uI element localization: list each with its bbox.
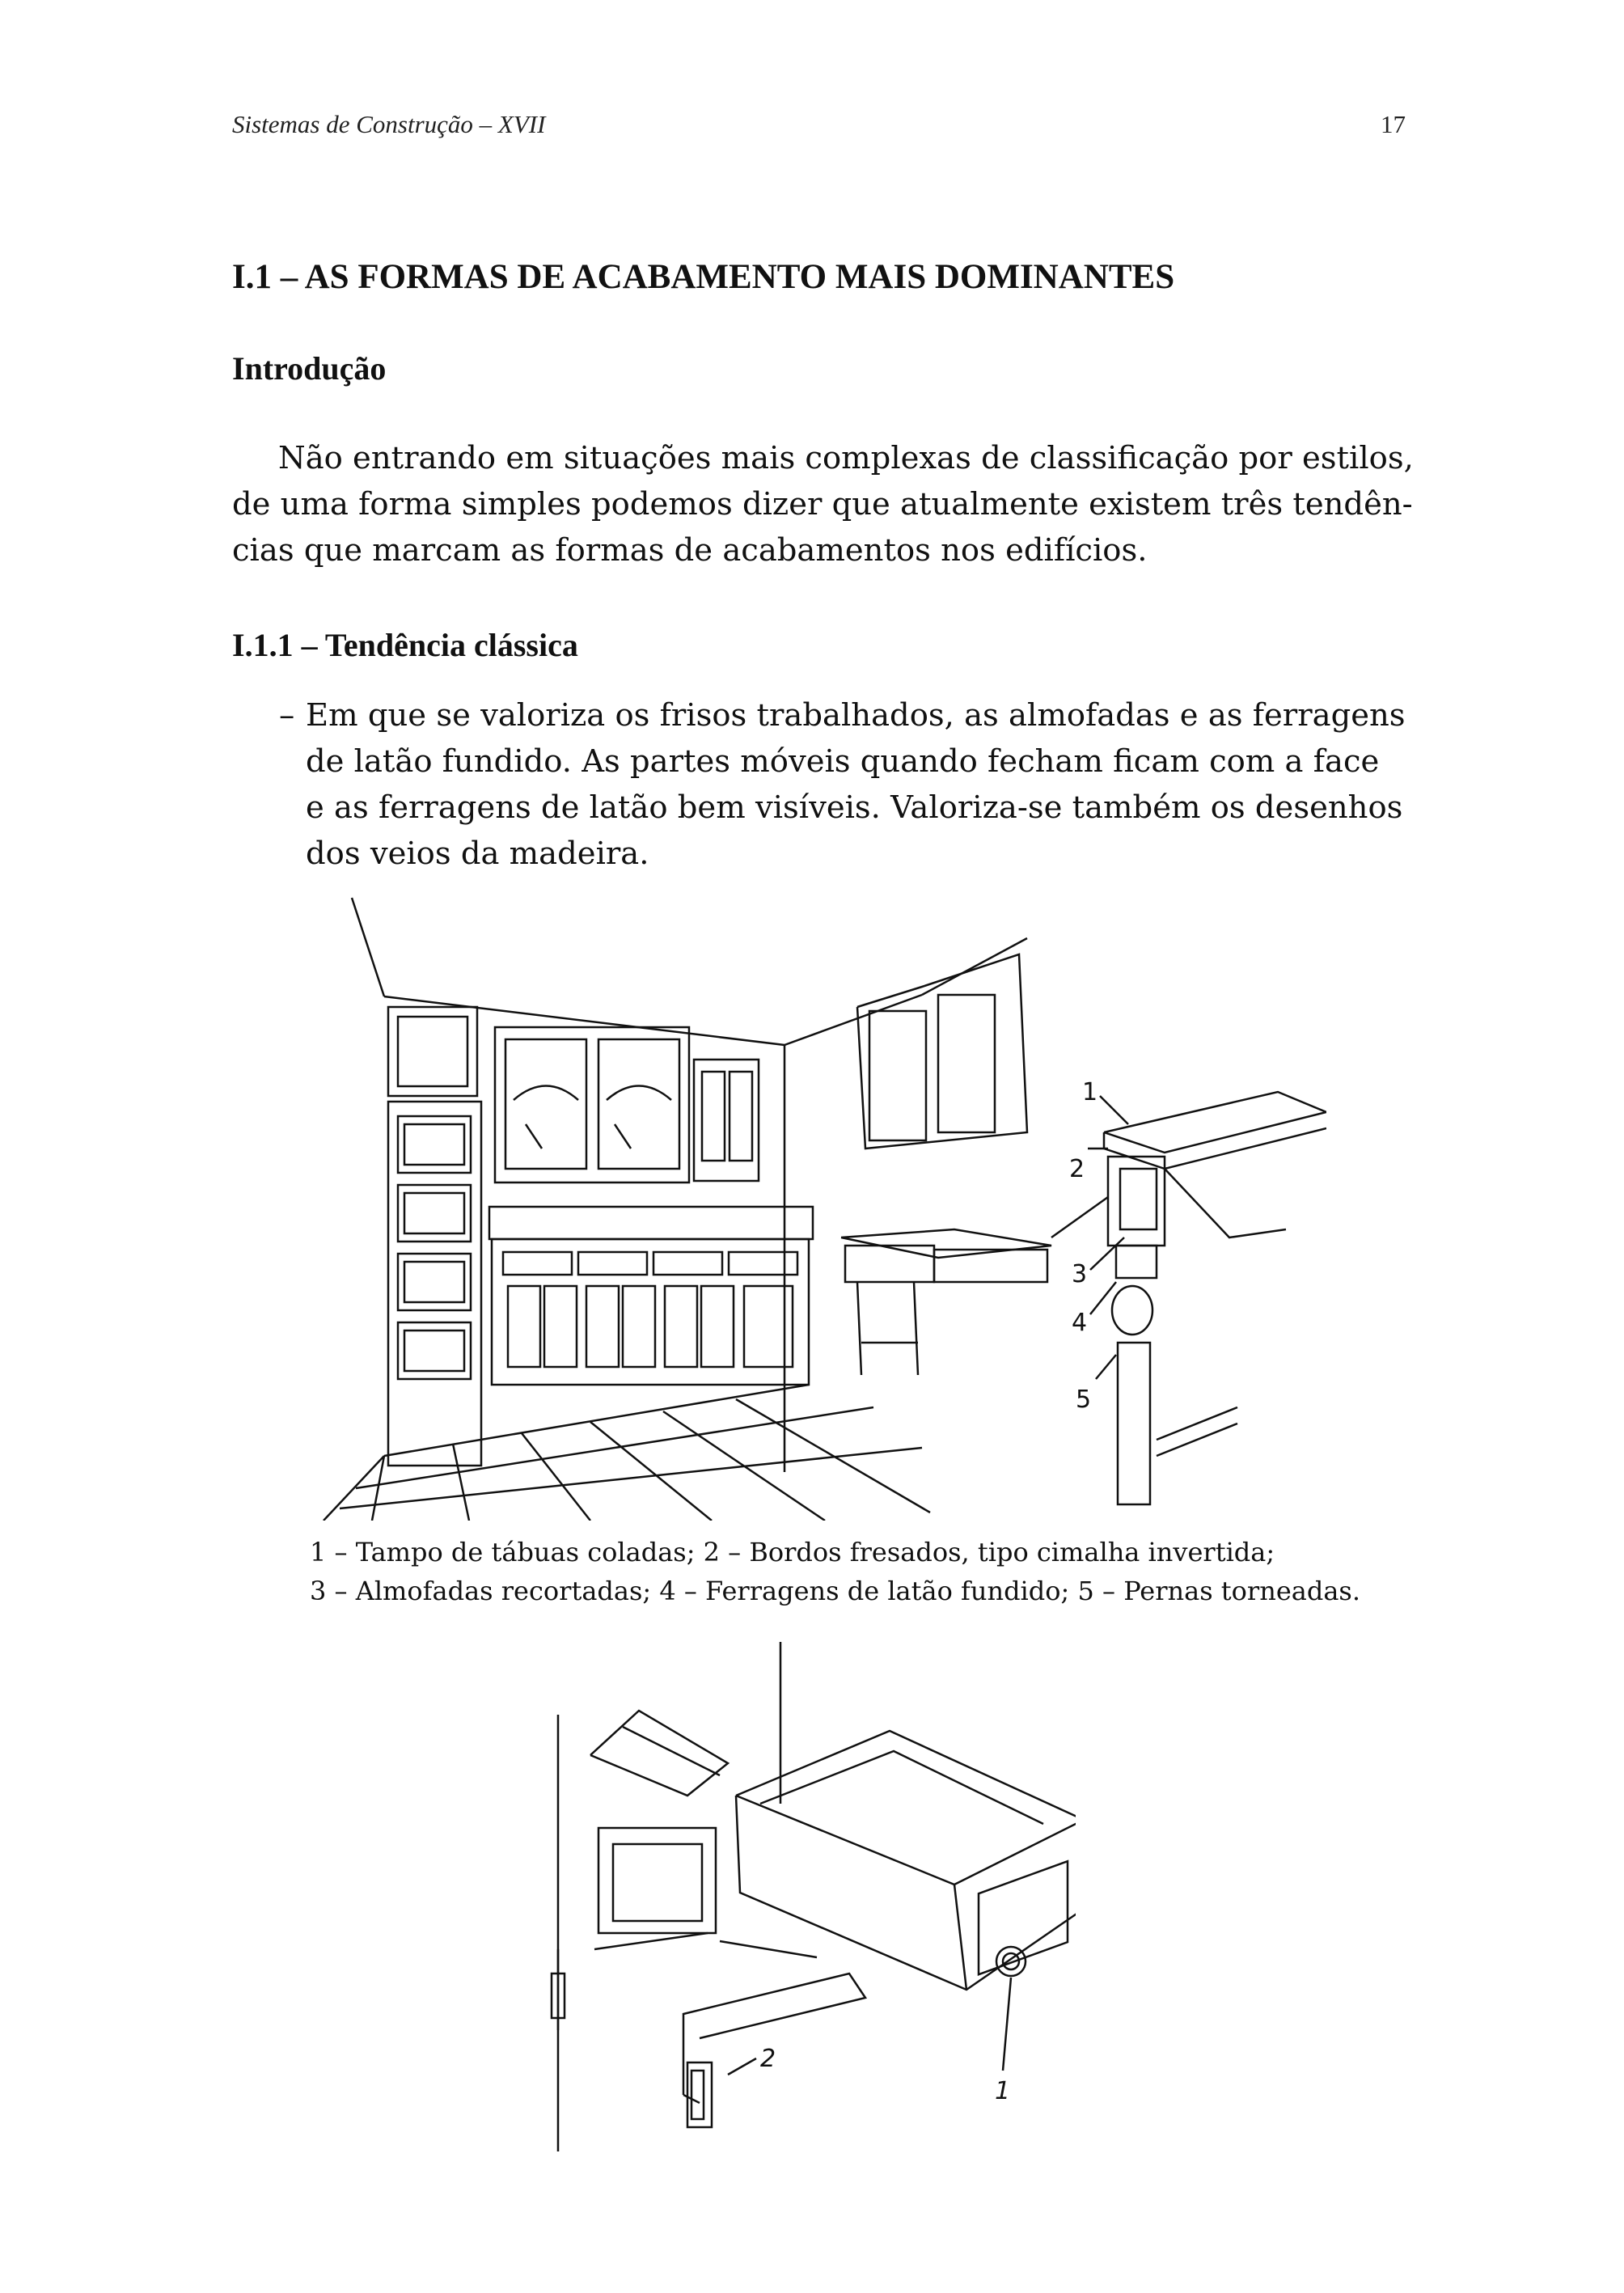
bullet-dash: – — [279, 697, 295, 734]
bullet-line: Em que se valoriza os frisos trabalhados, as almofadas e as ferragens — [306, 697, 1406, 734]
page-number: 17 — [1381, 110, 1406, 138]
drawer-detail-illustration — [526, 1642, 1076, 2168]
bullet-line: dos veios da madeira. — [306, 836, 649, 872]
drawer-callout-2: 2 — [760, 2045, 776, 2073]
callout-1: 1 — [1082, 1078, 1098, 1106]
drawer-callout-1: 1 — [995, 2077, 1011, 2105]
intro-heading: Introdução — [232, 350, 387, 387]
callout-2: 2 — [1069, 1155, 1085, 1183]
running-header: Sistemas de Construção – XVII — [232, 110, 546, 138]
callout-5: 5 — [1076, 1386, 1092, 1414]
bullet-line: e as ferragens de latão bem visíveis. Valoriza-se também os desenhos — [306, 789, 1403, 826]
section-title: I.1 – AS FORMAS DE ACABAMENTO MAIS DOMINANTES — [232, 258, 1175, 296]
intro-line: cias que marcam as formas de acabamentos nos edifícios. — [232, 532, 1148, 569]
bullet-line: de latão fundido. As partes móveis quando fecham ficam com a face — [306, 743, 1380, 780]
intro-line: Não entrando em situações mais complexas de classificação por estilos, — [278, 440, 1414, 476]
figure-caption — [310, 1533, 1394, 1610]
subsection-title: I.1.1 – Tendência clássica — [232, 627, 578, 663]
intro-line: de uma forma simples podemos dizer que atualmente existem três tendên- — [232, 486, 1413, 522]
caption-line: 3 – Almofadas recortadas; 4 – Ferragens de latão fundido; 5 – Pernas torneadas. — [310, 1576, 1360, 1606]
callout-3: 3 — [1072, 1260, 1088, 1288]
caption-line: 1 – Tampo de tábuas coladas; 2 – Bordos fresados, tipo cimalha invertida; — [310, 1537, 1275, 1567]
classic-kitchen-illustration — [307, 890, 1326, 1521]
callout-4: 4 — [1072, 1309, 1088, 1337]
intro-paragraph — [232, 435, 1414, 573]
